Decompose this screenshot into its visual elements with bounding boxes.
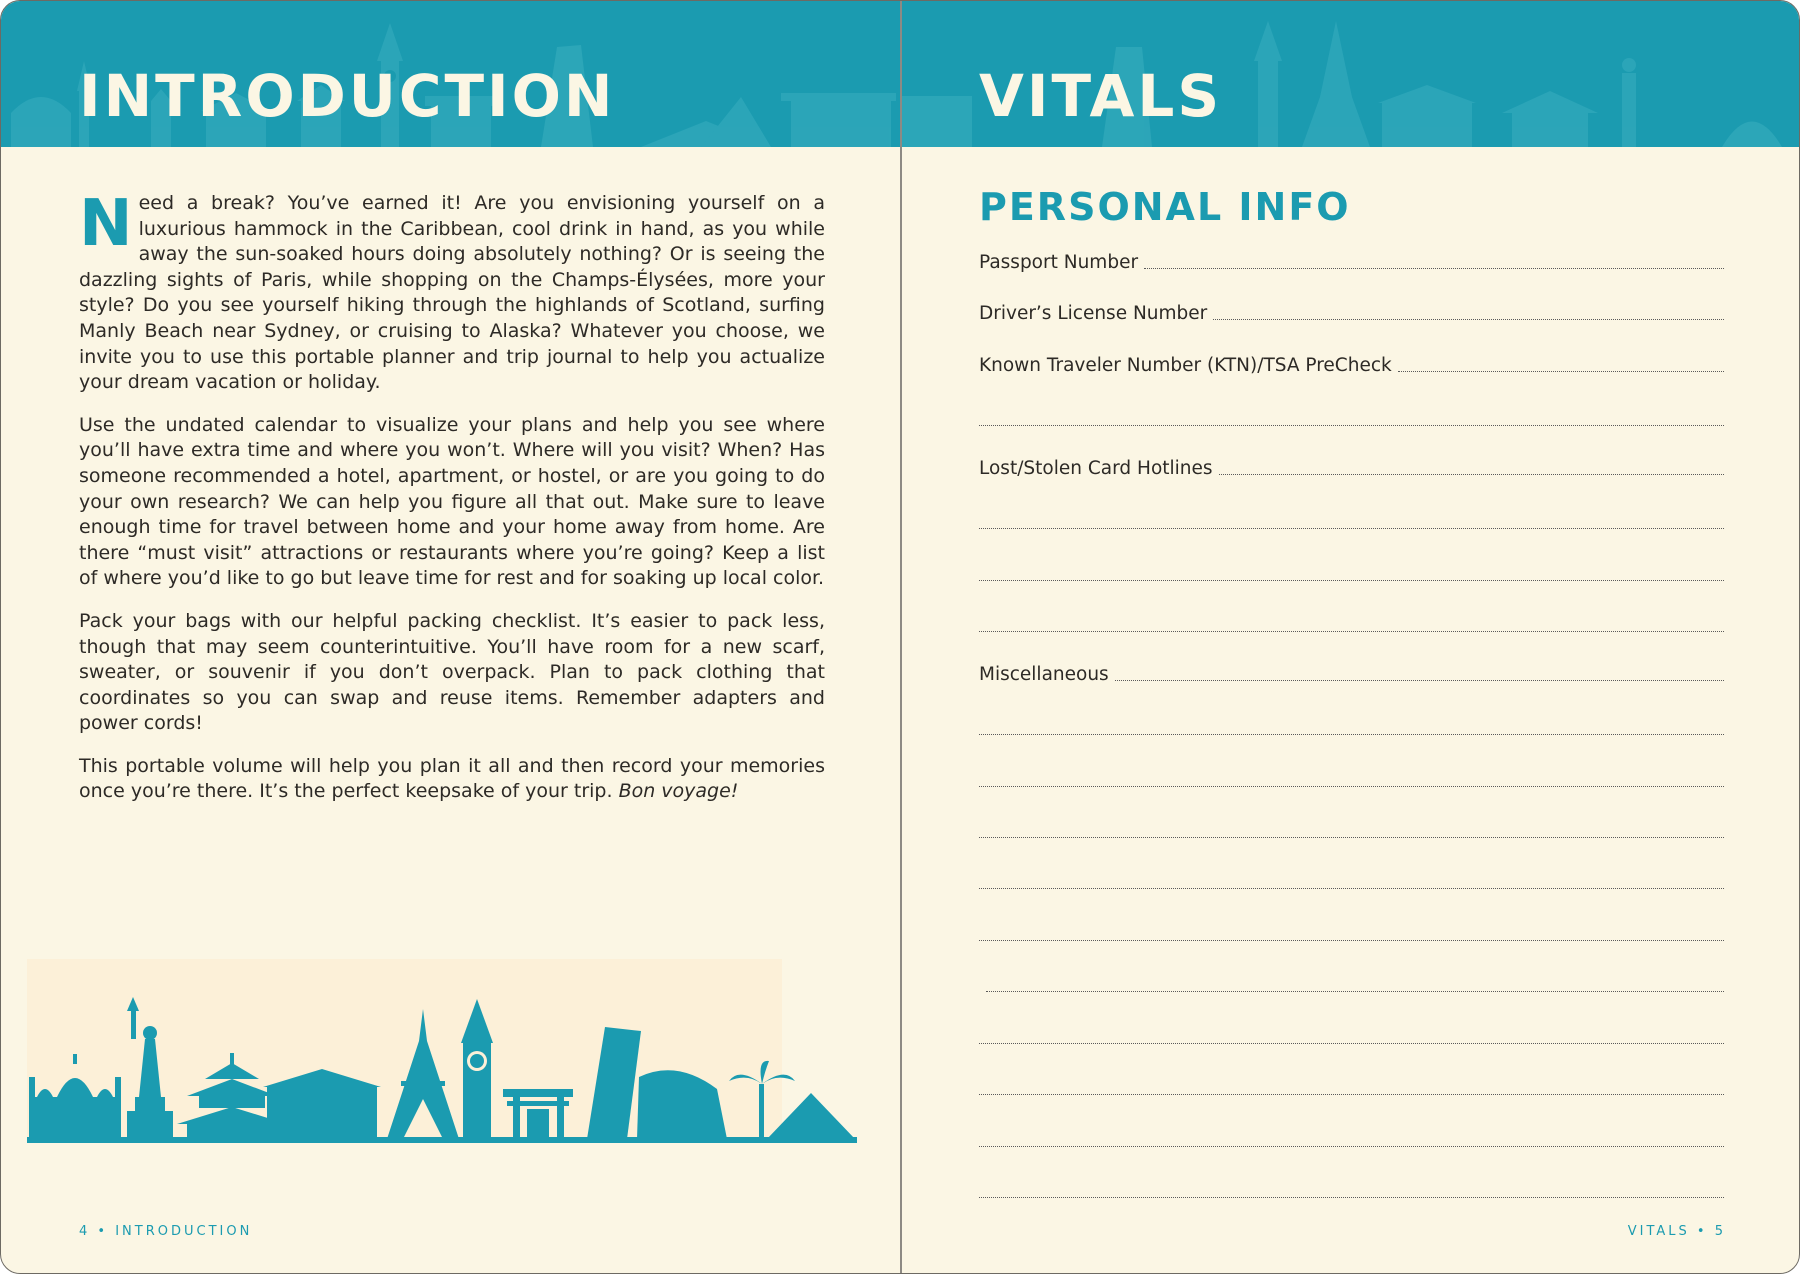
introduction-text	[79, 187, 825, 822]
field-label: Driver’s License Number	[979, 303, 1208, 324]
writing-line[interactable]	[979, 528, 1724, 529]
writing-line[interactable]	[979, 580, 1724, 581]
writing-line[interactable]	[979, 786, 1724, 787]
left-header-banner	[1, 1, 900, 147]
writing-line[interactable]	[979, 1146, 1724, 1147]
left-page	[1, 1, 900, 1273]
field-label: Lost/Stolen Card Hotlines	[979, 458, 1213, 479]
card-hotlines-field[interactable]	[979, 451, 1724, 481]
paragraph-4: This portable volume will help you plan it all and then record your memories once you’re there. It’s the perfect keepsake of your trip. Bon voyage!	[79, 754, 825, 803]
writing-line[interactable]	[979, 940, 1724, 941]
writing-line[interactable]	[1213, 319, 1724, 320]
field-label: Passport Number	[979, 252, 1139, 273]
page-folio-left: 4 • INTRODUCTION	[79, 1224, 253, 1239]
known-traveler-field[interactable]	[979, 348, 1724, 378]
world-landmarks-skyline-icon	[27, 959, 857, 1143]
writing-line[interactable]	[1219, 474, 1724, 475]
page-folio-right: VITALS • 5	[1627, 1224, 1726, 1239]
writing-line[interactable]	[979, 1094, 1724, 1095]
writing-line[interactable]	[979, 425, 1724, 426]
writing-line[interactable]	[986, 991, 1724, 992]
writing-line[interactable]	[979, 631, 1724, 632]
writing-line[interactable]	[979, 734, 1724, 735]
drivers-license-field[interactable]	[979, 296, 1724, 326]
writing-line[interactable]	[979, 888, 1724, 889]
right-header-banner	[902, 1, 1800, 147]
right-page	[902, 1, 1800, 1273]
writing-line[interactable]	[979, 1197, 1724, 1198]
bon-voyage: Bon voyage!	[618, 780, 739, 803]
paragraph-1: Need a break? You’ve earned it! Are you envisioning yourself on a luxurious hammock in the Caribbean, cool drink in hand, as you while away the sun-soaked hours doing absolutely nothing? Or is seeing the dazzling sights of Paris, while shopping on the Champs-Élysées, more your style? Do you see yourself hiking through the highlands of Scotland, surfing Manly Beach near Sydney, or cruising to Alaska? Whatever you choose, we invite you to use this portable planner and trip journal to help you actualize your dream vacation or holiday.	[79, 187, 825, 394]
writing-line[interactable]	[1144, 268, 1724, 269]
passport-number-field[interactable]	[979, 245, 1724, 275]
writing-line[interactable]	[979, 837, 1724, 838]
paragraph-3: Pack your bags with our helpful packing checklist. It’s easier to pack less, though that may seem counterintuitive. You’ll have room for a new scarf, sweater, or souvenir if you don’t overpack. Plan to pack clothing that coordinates so you can swap and reuse items. Remember adapters and power cords!	[79, 609, 825, 735]
field-label: Miscellaneous	[979, 664, 1109, 685]
section-title: PERSONAL INFO	[979, 185, 1351, 229]
miscellaneous-field[interactable]	[979, 657, 1724, 687]
field-label: Known Traveler Number (KTN)/TSA PreCheck	[979, 355, 1392, 376]
paragraph-2: Use the undated calendar to visualize your plans and help you see where you’ll have extra time and where you won’t. Where will you visit? When? Has someone recommended a hotel, apartment, or hostel, or are you going to do your own research? We can help you figure all that out. Make sure to leave enough time for travel between home and your home away from home. Are there “must visit” attractions or restaurants where you’re going? Keep a list of where you’d like to go but leave time for rest and for soaking up local color.	[79, 413, 825, 590]
writing-line[interactable]	[1398, 371, 1724, 372]
drop-cap: N	[79, 187, 133, 261]
writing-line[interactable]	[979, 1043, 1724, 1044]
page-title: VITALS	[979, 62, 1223, 130]
writing-line[interactable]	[1115, 680, 1724, 681]
page-title: INTRODUCTION	[79, 62, 616, 130]
